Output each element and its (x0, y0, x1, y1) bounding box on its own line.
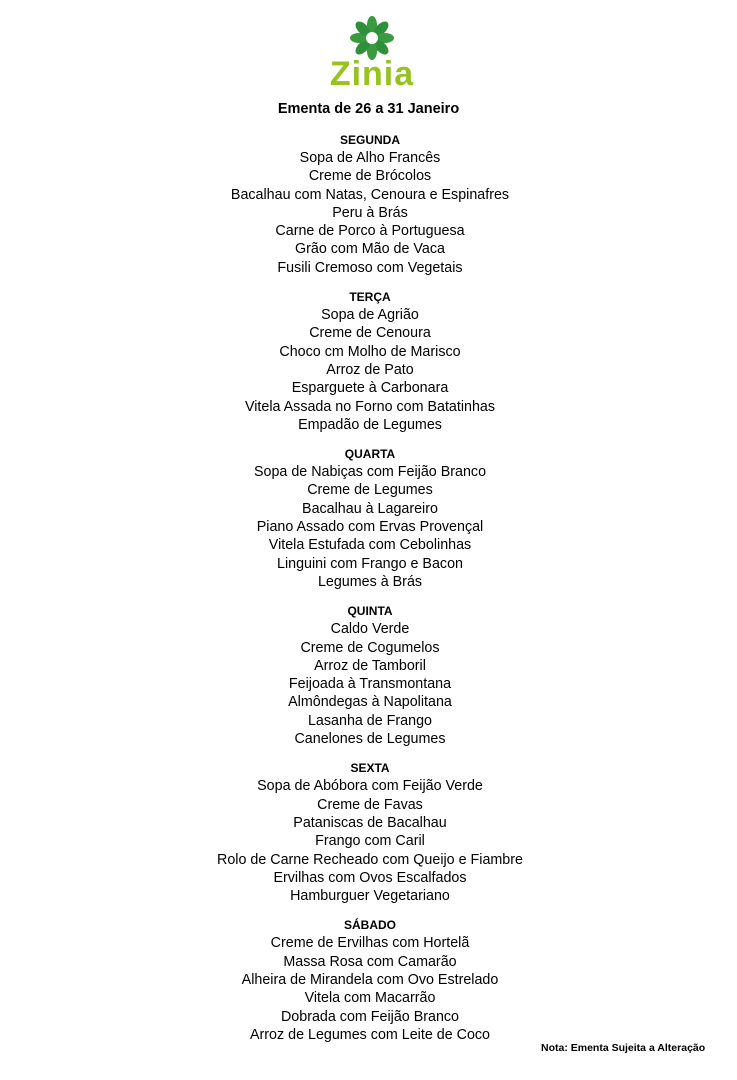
dish-item: Sopa de Abóbora com Feijão Verde (257, 778, 483, 795)
dish-item: Sopa de Nabiças com Feijão Branco (253, 464, 487, 481)
dish-item: Creme de Favas (317, 796, 423, 813)
day-heading: SEXTA (350, 761, 390, 776)
zinia-logo (318, 16, 426, 94)
dish-item: Arroz de Pato (326, 361, 414, 378)
dish-item: Legumes à Brás (317, 573, 423, 590)
day-section (0, 759, 737, 905)
day-heading: SÁBADO (343, 918, 396, 933)
dish-item: Lasanha de Frango (307, 712, 432, 729)
weekly-menu (0, 131, 737, 1055)
dish-item: Caldo Verde (330, 621, 410, 638)
dish-item: Almôndegas à Napolitana (288, 694, 452, 711)
day-section (0, 602, 737, 748)
dish-item: Sopa de Agrião (321, 307, 419, 324)
dish-item: Alheira de Mirandela com Ovo Estrelado (241, 971, 499, 988)
flower-icon (318, 16, 426, 60)
dish-item: Empadão de Legumes (298, 416, 442, 433)
dish-item: Canelones de Legumes (294, 731, 446, 748)
dish-item: Vitela Estufada com Cebolinhas (268, 537, 472, 554)
dish-item: Creme de Cogumelos (300, 639, 440, 656)
day-section (0, 131, 737, 277)
dish-item: Esparguete à Carbonara (291, 380, 449, 397)
dish-item: Arroz de Tamboril (314, 657, 426, 674)
page-title: Ementa de 26 a 31 Janeiro (277, 101, 460, 117)
dish-item: Fusili Cremoso com Vegetais (277, 259, 463, 276)
dish-item: Dobrada com Feijão Branco (280, 1008, 459, 1025)
day-heading: TERÇA (349, 290, 391, 305)
dish-item: Creme de Legumes (307, 482, 433, 499)
note-text: Nota: Ementa Sujeita a Alteração (541, 1042, 706, 1054)
dish-item: Bacalhau à Lagareiro (302, 500, 438, 517)
dish-item: Linguini com Frango e Bacon (277, 555, 463, 572)
dish-item: Sopa de Alho Francês (299, 150, 441, 166)
dish-item: Pataniscas de Bacalhau (293, 814, 447, 831)
day-heading: QUARTA (344, 447, 396, 462)
day-section (0, 445, 737, 591)
dish-item: Massa Rosa com Camarão (283, 953, 457, 970)
day-section (0, 288, 737, 434)
dish-item: Vitela com Macarrão (304, 990, 436, 1007)
dish-item: Grão com Mão de Vaca (295, 241, 445, 258)
day-section (0, 916, 737, 1044)
dish-item: Vitela Assada no Forno com Batatinhas (244, 398, 496, 415)
day-heading: QUINTA (347, 604, 393, 619)
dish-item: Hamburguer Vegetariano (290, 888, 450, 905)
dish-item: Feijoada à Transmontana (288, 676, 452, 693)
dish-item: Creme de Ervilhas com Hortelã (270, 935, 470, 952)
dish-item: Peru à Brás (332, 204, 408, 221)
dish-item: Carne de Porco à Portuguesa (275, 223, 465, 240)
dish-item: Arroz de Legumes com Leite de Coco (250, 1026, 490, 1043)
dish-item: Ervilhas com Ovos Escalfados (273, 869, 467, 886)
dish-item: Creme de Cenoura (309, 325, 431, 342)
day-heading: SEGUNDA (339, 133, 400, 147)
dish-item: Creme de Brócolos (308, 168, 432, 185)
dish-item: Piano Assado com Ervas Provençal (256, 519, 484, 536)
dish-item: Rolo de Carne Recheado com Queijo e Fiambre (217, 851, 523, 868)
dish-item: Bacalhau com Natas, Cenoura e Espinafres (230, 186, 510, 203)
dish-item: Frango com Caril (315, 833, 425, 850)
dish-item: Choco cm Molho de Marisco (279, 343, 461, 360)
logo-text: Zinia (329, 55, 415, 93)
